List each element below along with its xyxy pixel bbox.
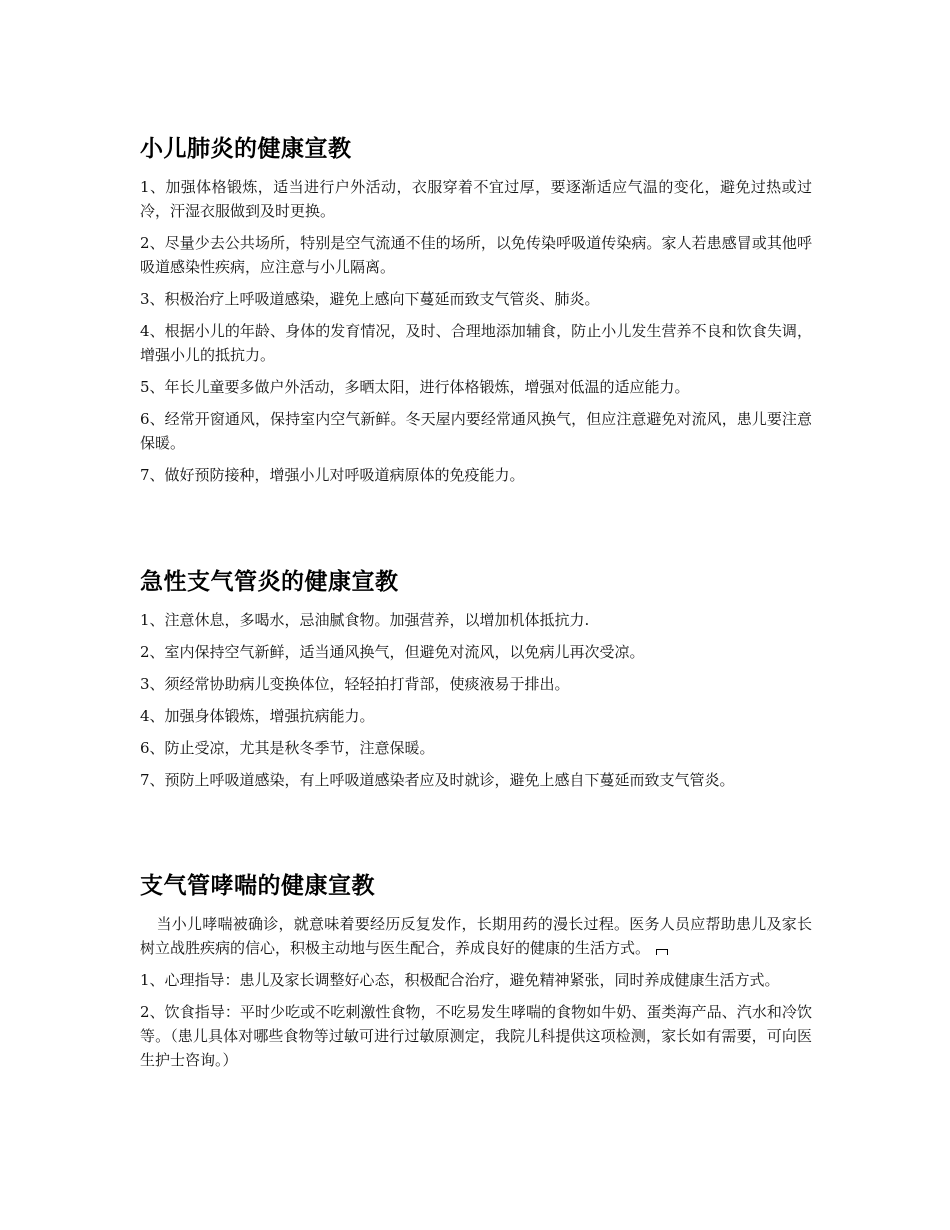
paragraph-mark-icon: [656, 949, 668, 955]
section-title: 小儿肺炎的健康宣教: [140, 135, 352, 162]
paragraph: 2、尽量少去公共场所，特别是空气流通不佳的场所，以免传染呼吸道传染病。家人若患感冒或其他呼吸道感染性疾病，应注意与小儿隔离。: [140, 234, 812, 276]
paragraph: 1、加强体格锻炼，适当进行户外活动，衣服穿着不宜过厚，要逐渐适应气温的变化，避免过热或过冷，汗湿衣服做到及时更换。: [140, 178, 812, 220]
section-pneumonia: [140, 133, 812, 495]
paragraph: 5、年长儿童要多做户外活动，多晒太阳，进行体格锻炼，增强对低温的适应能力。: [140, 378, 690, 396]
paragraph: 2、室内保持空气新鲜，适当通风换气，但避免对流风，以免病儿再次受凉。: [140, 643, 645, 661]
paragraph: 7、预防上呼吸道感染，有上呼吸道感染者应及时就诊，避免上感自下蔓延而致支气管炎。: [140, 771, 735, 789]
paragraph: 6、防止受凉，尤其是秋冬季节，注意保暖。: [140, 739, 435, 757]
paragraph: 3、积极治疗上呼吸道感染，避免上感向下蔓延而致支气管炎、肺炎。: [140, 290, 600, 308]
section-title: 急性支气管炎的健康宣教: [140, 568, 399, 595]
paragraph: 4、根据小儿的年龄、身体的发育情况，及时、合理地添加辅食，防止小儿发生营养不良和饮食失调，增强小儿的抵抗力。: [140, 322, 812, 364]
section-asthma: [140, 870, 812, 1080]
intro-paragraph: [140, 912, 812, 960]
section-acute-bronchitis: [140, 566, 812, 800]
paragraph: 1、心理指导：患儿及家长调整好心态，积极配合治疗，避免精神紧张，同时养成健康生活方式。: [140, 971, 780, 989]
section-title: 支气管哮喘的健康宣教: [140, 872, 375, 899]
paragraph: 4、加强身体锻炼，增强抗病能力。: [140, 707, 375, 725]
paragraph: 3、须经常协助病儿变换体位，轻轻拍打背部，使痰液易于排出。: [140, 675, 570, 693]
paragraph: 2、饮食指导：平时少吃或不吃刺激性食物，不吃易发生哮喘的食物如牛奶、蛋类海产品、汽水和冷饮等。（患儿具体对哪些食物等过敏可进行过敏原测定，我院儿科提供这项检测，家长如有需要，可向医生护士咨询。）: [140, 1003, 812, 1069]
paragraph: 1、注意休息，多喝水，忌油腻食物。加强营养，以增加机体抵抗力.: [140, 611, 590, 629]
intro-text: 当小儿哮喘被确诊，就意味着要经历反复发作，长期用药的漫长过程。医务人员应帮助患儿及家长树立战胜疾病的信心，积极主动地与医生配合，养成良好的健康的生活方式。: [140, 915, 812, 957]
paragraph: 6、经常开窗通风，保持室内空气新鲜。冬天屋内要经常通风换气，但应注意避免对流风，患儿要注意保暖。: [140, 410, 812, 452]
paragraph: 7、做好预防接种，增强小儿对呼吸道病原体的免疫能力。: [140, 466, 525, 484]
